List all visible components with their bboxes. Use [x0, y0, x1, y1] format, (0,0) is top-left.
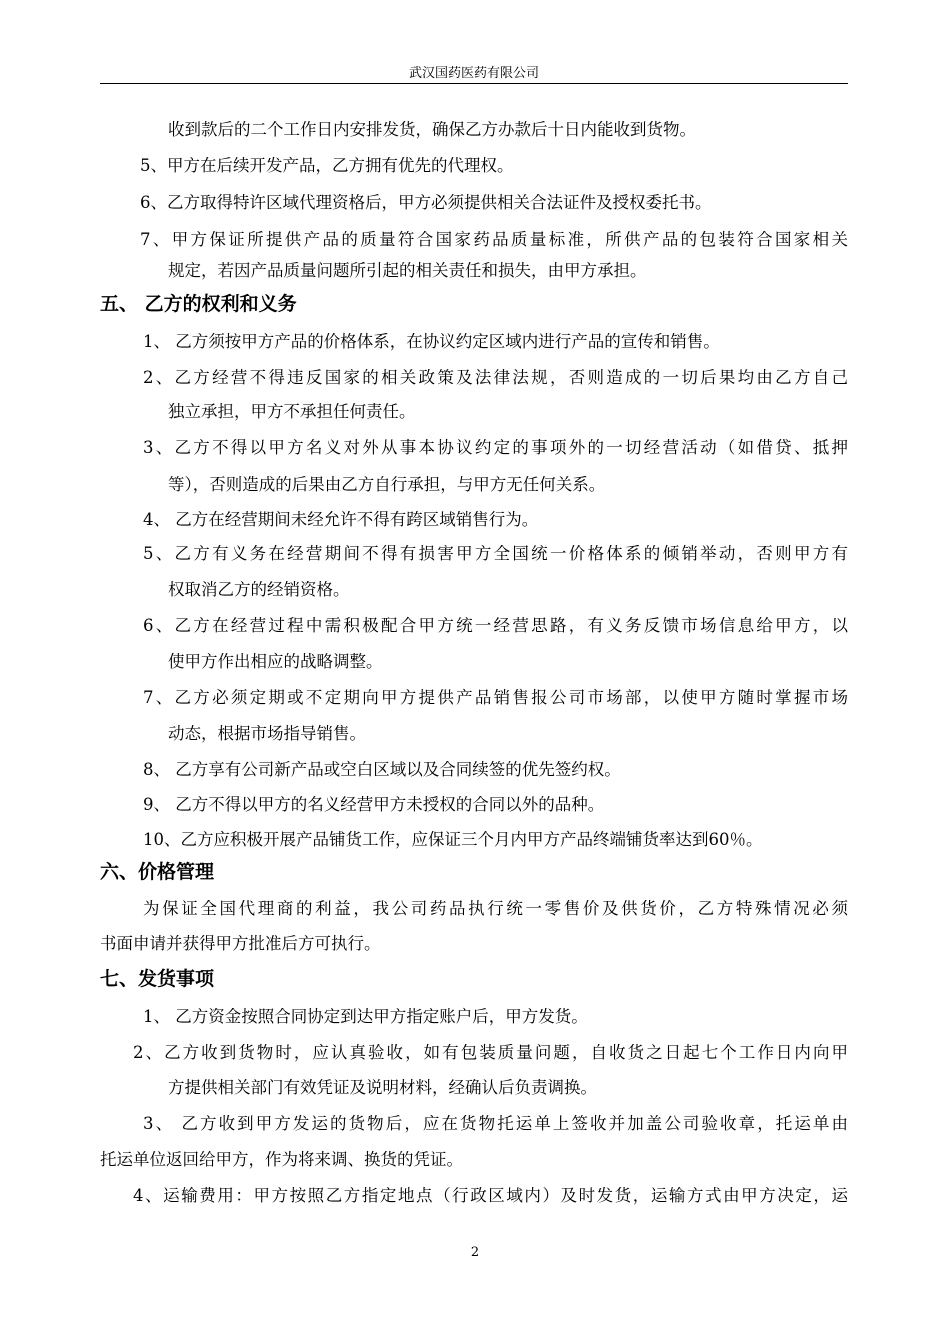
paragraph-line: 收到款后的二个工作日内安排发货，确保乙方办款后十日内能收到货物。 [168, 120, 696, 139]
section-heading: 七、发货事项 [100, 968, 215, 990]
paragraph-line: 等），否则造成的后果由乙方自行承担，与甲方无任何关系。 [168, 475, 606, 494]
paragraph-line: 规定，若因产品质量问题所引起的相关责任和损失，由甲方承担。 [168, 261, 647, 280]
page-header-company: 武汉国药医药有限公司 [408, 66, 539, 81]
paragraph-line: 权取消乙方的经销资格。 [168, 580, 350, 599]
paragraph-line: 5、甲方在后续开发产品，乙方拥有优先的代理权。 [140, 156, 514, 175]
paragraph-line: 3、乙方不得以甲方名义对外从事本协议约定的事项外的一切经营活动（如借贷、抵押 [143, 438, 848, 457]
paragraph-line: 3、 乙方收到甲方发运的货物后，应在货物托运单上签收并加盖公司验收章，托运单由 [143, 1114, 848, 1133]
paragraph-line: 1、 乙方资金按照合同协定到达甲方指定账户后，甲方发货。 [143, 1007, 588, 1026]
page-number: 2 [470, 1245, 480, 1260]
paragraph-line: 5、乙方有义务在经营期间不得有损害甲方全国统一价格体系的倾销举动，否则甲方有 [143, 544, 848, 563]
paragraph-line: 6、乙方取得特许区域代理资格后，甲方必须提供相关合法证件及授权委托书。 [140, 193, 712, 212]
paragraph-line: 10、乙方应积极开展产品铺货工作，应保证三个月内甲方产品终端铺货率达到60％。 [143, 830, 763, 849]
paragraph-line: 2、乙方收到货物时，应认真验收，如有包装质量问题，自收货之日起七个工作日内向甲 [133, 1043, 848, 1062]
paragraph-line: 书面申请并获得甲方批准后方可执行。 [100, 934, 381, 953]
paragraph-line: 8、 乙方享有公司新产品或空白区域以及合同续签的优先签约权。 [143, 760, 621, 779]
paragraph-line: 为保证全国代理商的利益，我公司药品执行统一零售价及供货价，乙方特殊情况必须 [143, 899, 848, 918]
paragraph-line: 4、 乙方在经营期间未经允许不得有跨区域销售行为。 [143, 510, 539, 529]
section-heading: 五、 乙方的权利和义务 [100, 293, 297, 315]
paragraph-line: 7、乙方必须定期或不定期向甲方提供产品销售报公司市场部，以使甲方随时掌握市场 [143, 688, 848, 707]
header-rule [100, 83, 848, 84]
paragraph-line: 动态，根据市场指导销售。 [168, 724, 366, 743]
paragraph-line: 6、乙方在经营过程中需积极配合甲方统一经营思路，有义务反馈市场信息给甲方，以 [143, 616, 848, 635]
paragraph-line: 4、运输费用：甲方按照乙方指定地点（行政区域内）及时发货，运输方式由甲方决定，运 [133, 1186, 848, 1205]
paragraph-line: 方提供相关部门有效凭证及说明材料，经确认后负责调换。 [168, 1078, 597, 1097]
paragraph-line: 9、 乙方不得以甲方的名义经营甲方未授权的合同以外的品种。 [143, 795, 605, 814]
paragraph-line: 1、 乙方须按甲方产品的价格体系，在协议约定区域内进行产品的宣传和销售。 [143, 332, 720, 351]
paragraph-line: 使甲方作出相应的战略调整。 [168, 652, 383, 671]
paragraph-line: 托运单位返回给甲方，作为将来调、换货的凭证。 [100, 1150, 463, 1169]
section-heading: 六、价格管理 [100, 861, 215, 883]
paragraph-line: 独立承担，甲方不承担任何责任。 [168, 402, 416, 421]
paragraph-line: 2、乙方经营不得违反国家的相关政策及法律法规，否则造成的一切后果均由乙方自己 [143, 368, 848, 387]
paragraph-line: 7、甲方保证所提供产品的质量符合国家药品质量标准，所供产品的包装符合国家相关 [140, 230, 848, 249]
